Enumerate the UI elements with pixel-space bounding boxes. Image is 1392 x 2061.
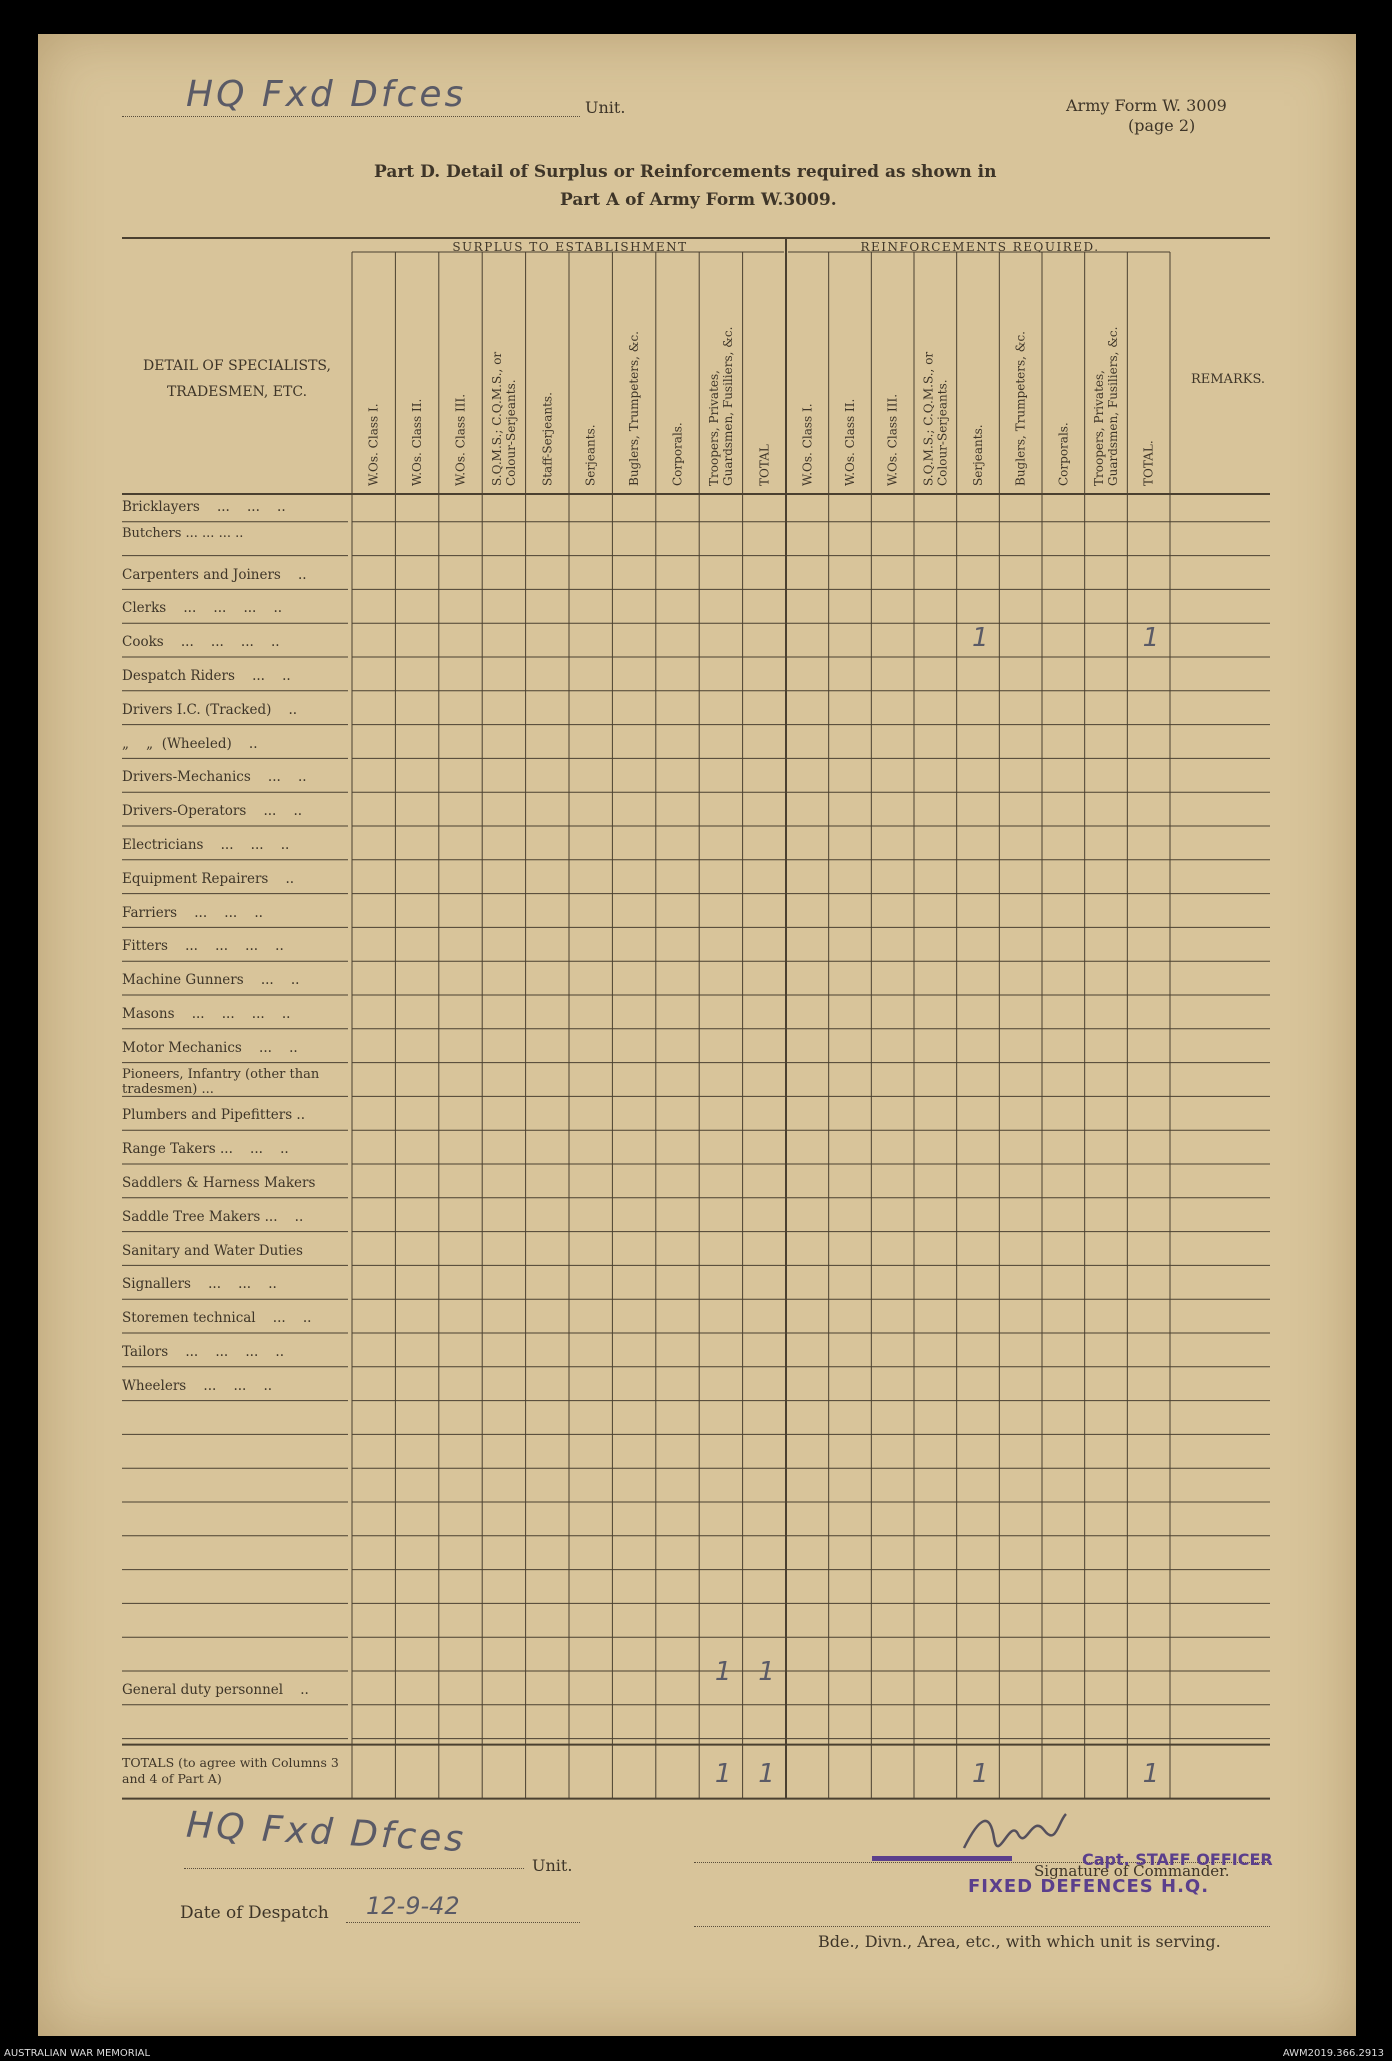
surplus-column-header (410, 399, 424, 486)
row-label: Fitters ... ... ... .. (122, 939, 284, 955)
row-label: Despatch Riders ... .. (122, 669, 291, 684)
detail-header-line1: DETAIL OF SPECIALISTS, (143, 358, 331, 374)
form-title-line2: Part A of Army Form W.3009. (560, 190, 837, 210)
reinforcement-column-header (1056, 422, 1070, 486)
column-header-text: Guardsmen, Fusiliers, &c. (1106, 326, 1120, 486)
surplus-column-header (627, 331, 641, 486)
row-label: Drivers-Operators ... .. (122, 804, 303, 820)
stamp-line1: Capt. STAFF OFFICER (1082, 1850, 1273, 1869)
date-label: Date of Despatch (180, 1903, 329, 1923)
row-label: Butchers ... ... ... .. (122, 525, 244, 541)
reinforcement-column-header (800, 403, 814, 486)
row-label: Plumbers and Pipefitters .. (122, 1108, 306, 1124)
row-label: Clerks ... ... ... .. (122, 601, 283, 617)
surplus-column-header (707, 327, 735, 486)
column-header-text: S.Q.M.S.; C.Q.M.S., or (489, 351, 504, 486)
cooks-reinforcement-serjeants: 1 (972, 623, 989, 654)
surplus-column-header (671, 422, 685, 486)
column-header-text: Troopers, Privates, (706, 370, 721, 486)
row-label: Drivers-Mechanics ... .. (122, 770, 307, 786)
column-header-text: Corporals. (670, 422, 685, 486)
reinforcement-column-header (843, 399, 857, 486)
surplus-column-header (490, 352, 518, 486)
form-title-line1: Part D. Detail of Surplus or Reinforcements required as shown in (374, 162, 997, 182)
serving-label: Bde., Divn., Area, etc., with which unit is serving. (818, 1932, 1221, 1951)
column-header-text: TOTAL (757, 444, 772, 486)
row-label: Farriers ... ... .. (122, 905, 263, 921)
row-label: Machine Gunners ... .. (122, 973, 300, 989)
remarks-header: REMARKS. (1190, 372, 1266, 387)
row-label: Tailors ... ... ... .. (122, 1345, 285, 1360)
totals-reinforcement-serjeants: 1 (972, 1758, 989, 1789)
surplus-column-header (757, 444, 771, 486)
row-label: Motor Mechanics ... .. (122, 1040, 298, 1056)
row-label: Electricians ... ... .. (122, 838, 290, 853)
reinforcement-column-header (921, 352, 949, 486)
row-label: Drivers I.C. (Tracked) .. (122, 702, 298, 718)
row-label: General duty personnel .. (122, 1683, 309, 1698)
row-label: Bricklayers ... ... .. (122, 500, 286, 515)
form-page-number: (page 2) (1128, 116, 1196, 135)
detail-header-line2: TRADESMEN, ETC. (166, 384, 308, 400)
cooks-reinforcement-total: 1 (1142, 623, 1160, 654)
unit-handwritten: HQ Fxd Dfces (186, 74, 467, 115)
reinforcement-column-header (1014, 331, 1028, 486)
surplus-column-header (540, 392, 554, 486)
totals-surplus-total: 1 (758, 1758, 775, 1789)
column-header-text: Buglers, Trumpeters, &c. (627, 331, 642, 486)
column-header-text: Serjeants. (583, 424, 598, 486)
signature-label: Signature of Commander. (1034, 1862, 1230, 1880)
serving-field[interactable] (694, 1906, 1270, 1927)
column-header-text: W.Os. Class I. (366, 403, 381, 486)
row-label: Pioneers, Infantry (other than tradesmen) ... (122, 1066, 320, 1097)
reinforcement-column-header (1142, 440, 1156, 486)
row-label: Equipment Repairers .. (122, 871, 295, 887)
column-header-text: W.Os. Class II. (410, 398, 425, 486)
column-header-text: Colour-Serjeants. (935, 379, 950, 486)
column-header-text: Buglers, Trumpeters, &c. (1013, 331, 1028, 486)
row-label: Saddle Tree Makers ... .. (122, 1209, 304, 1225)
row-label: Range Takers ... ... .. (122, 1142, 289, 1158)
row-label: Signallers ... ... .. (122, 1277, 277, 1293)
surplus-column-header (454, 394, 468, 486)
column-header-text: Guardsmen, Fusiliers, &c. (720, 326, 735, 486)
column-header-text: Colour-Serjeants. (503, 379, 518, 486)
column-header-text: S.Q.M.S.; C.Q.M.S., or (921, 351, 936, 486)
column-header-text: Serjeants. (971, 424, 985, 486)
reinforcement-column-header (886, 394, 900, 486)
row-label: Saddlers & Harness Makers (122, 1176, 316, 1191)
column-header-text: TOTAL. (1141, 440, 1156, 486)
surplus-column-header (584, 424, 598, 486)
signature-mark (960, 1808, 1070, 1854)
row-label: Sanitary and Water Duties (122, 1243, 303, 1259)
column-header-text: W.Os. Class II. (843, 398, 857, 486)
totals-reinforcement-total: 1 (1142, 1758, 1160, 1789)
archive-reference: AWM2019.366.2913 (1282, 2048, 1384, 2059)
surplus-column-header (367, 403, 381, 486)
general-surplus-troopers: 1 (714, 1657, 732, 1687)
footer-unit-handwritten: HQ Fxd Dfces (185, 1804, 468, 1861)
row-label: Carpenters and Joiners .. (122, 567, 307, 583)
archive-name: AUSTRALIAN WAR MEMORIAL (4, 2048, 151, 2059)
reinforcement-column-header (1092, 327, 1120, 486)
reinforcement-column-header (971, 424, 985, 486)
reinforcements-group-header: REINFORCEMENTS REQUIRED. (860, 240, 1100, 254)
column-header-text: W.Os. Class I. (800, 403, 815, 486)
column-header-text: Staff-Serjeants. (540, 392, 555, 486)
archive-strip (0, 2048, 1392, 2061)
row-label: Wheelers ... ... .. (122, 1378, 273, 1394)
row-label: Storemen technical ... .. (122, 1311, 312, 1327)
surplus-group-header: SURPLUS TO ESTABLISHMENT (452, 240, 688, 254)
column-header-text: W.Os. Class III. (453, 393, 468, 486)
date-value: 12-9-42 (366, 1892, 460, 1920)
totals-label: TOTALS (to agree with Columns 3 and 4 of Part A) (122, 1754, 339, 1786)
column-header-text: Corporals. (1056, 422, 1071, 486)
row-label: „ „ (Wheeled) .. (122, 736, 258, 752)
footer-unit-label: Unit. (532, 1856, 573, 1875)
unit-label: Unit. (585, 98, 626, 117)
stamp-line2: FIXED DEFENCES H.Q. (968, 1876, 1210, 1897)
form-name: Army Form W. 3009 (1066, 96, 1227, 115)
footer-unit-field[interactable] (184, 1848, 524, 1869)
column-header-text: W.Os. Class III. (885, 393, 900, 486)
row-label: Cooks ... ... ... .. (122, 635, 280, 651)
general-surplus-total: 1 (758, 1657, 775, 1687)
totals-surplus-troopers: 1 (714, 1758, 732, 1789)
stamp-underline (872, 1856, 1012, 1861)
column-header-text: Troopers, Privates, (1092, 370, 1106, 486)
row-label: Masons ... ... ... .. (122, 1007, 291, 1022)
